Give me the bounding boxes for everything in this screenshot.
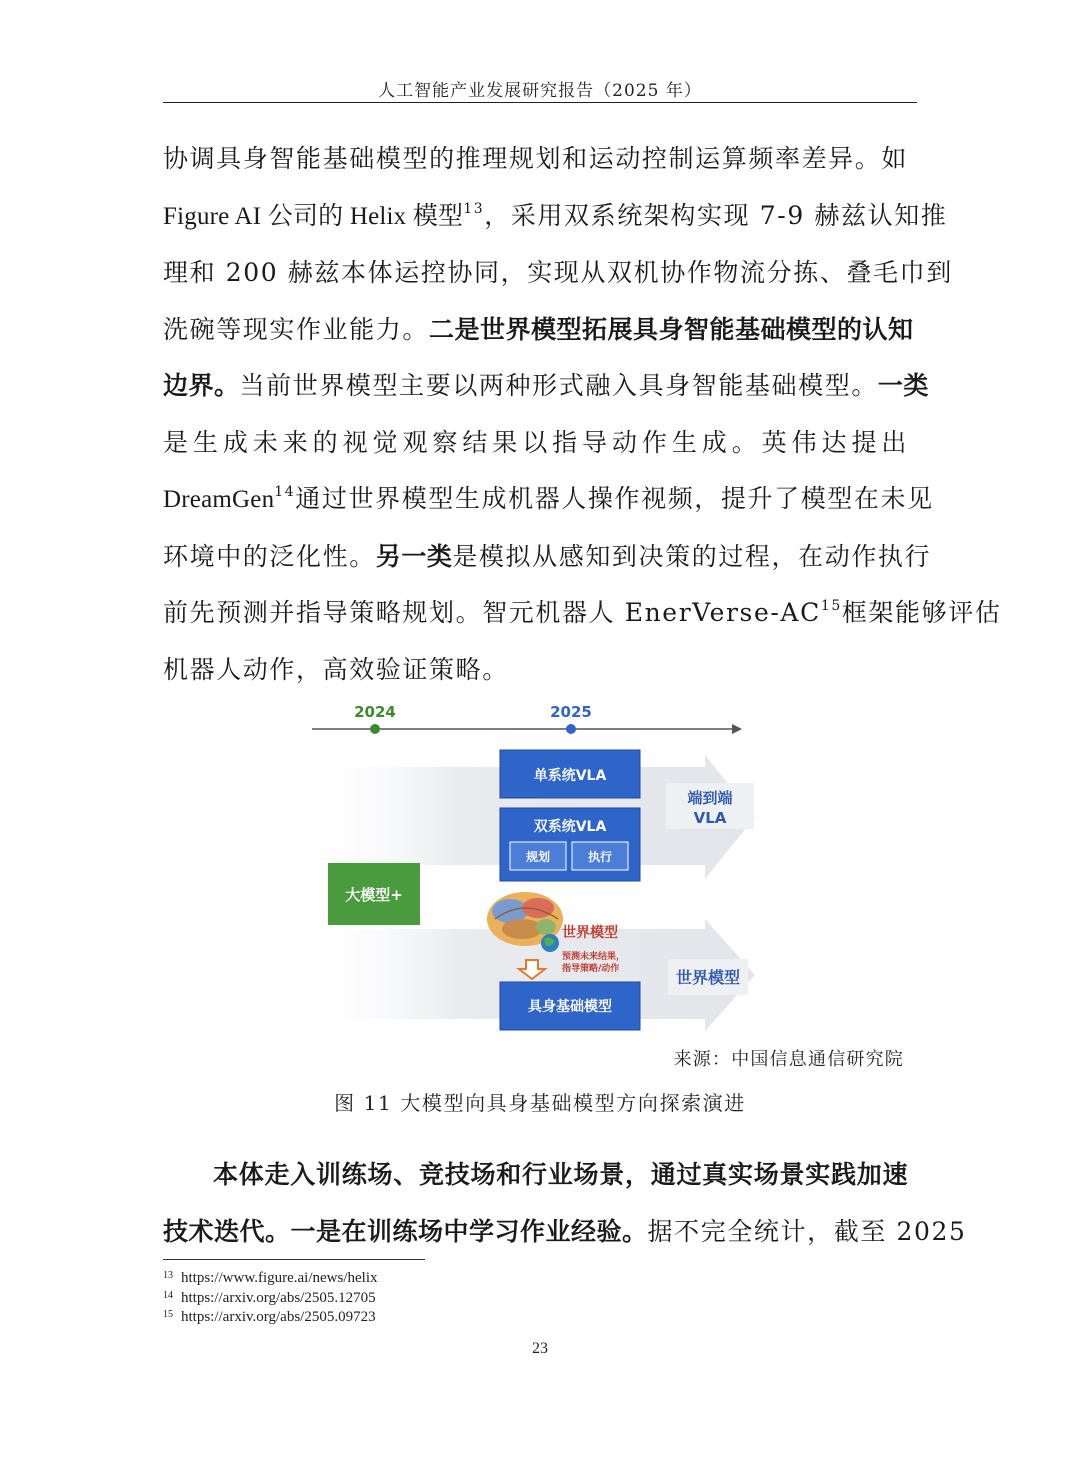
footnote-number: 15 — [163, 1309, 173, 1320]
plan-label: 规划 — [525, 850, 551, 864]
footnote-14 — [163, 1290, 378, 1310]
para1-line-8-rest: 是模拟从感知到决策的过程，在动作执行 — [452, 541, 932, 571]
helix-text: Figure AI 公司的 Helix 模型 — [163, 202, 464, 230]
world-model-arrow-label: 世界模型 — [675, 968, 741, 987]
para1-line-10: 机器人动作，高效验证策略。 — [163, 654, 509, 684]
footnote-number: 13 — [163, 1270, 173, 1281]
timeline-arrowhead — [732, 724, 742, 734]
big-model-label: 大模型+ — [345, 886, 403, 904]
page-number: 23 — [532, 1340, 548, 1357]
para1-line-7-rest: 通过世界模型生成机器人操作视频，提升了模型在未见 — [295, 484, 934, 513]
para1-line-2-rest: ，采用双系统架构实现 7-9 赫兹认知推 — [484, 200, 948, 230]
execute-label: 执行 — [587, 850, 613, 864]
footnote-link[interactable]: https://arxiv.org/abs/2505.12705 — [181, 1289, 376, 1306]
bold-heading-2: 二是世界模型拓展具身智能基础模型的认知 — [429, 314, 914, 344]
para1-line-8-start: 环境中的泛化性。 — [163, 541, 376, 571]
single-vla-label: 单系统VLA — [533, 768, 607, 784]
footnote-link[interactable]: https://www.figure.ai/news/helix — [181, 1270, 378, 1286]
dual-vla-label: 双系统VLA — [533, 819, 607, 835]
footnote-13 — [163, 1270, 378, 1290]
footnote-number: 14 — [163, 1289, 173, 1301]
footnote-rule — [163, 1259, 425, 1260]
e2e-label-line2: VLA — [693, 809, 727, 827]
para2-line-1: 本体走入训练场、竞技场和行业场景，通过真实场景实践加速 — [213, 1160, 908, 1189]
figure-caption: 图 11 大模型向具身基础模型方向探索演进 — [334, 1091, 746, 1115]
evolution-figure — [300, 697, 760, 1037]
world-model-title: 世界模型 — [562, 925, 618, 941]
bold-first-type: 一类 — [877, 371, 929, 400]
para1-line-8 — [163, 529, 932, 586]
footnote-ref-15: 15 — [820, 598, 842, 614]
dreamgen-text: DreamGen — [163, 486, 275, 513]
para1-line-5 — [163, 358, 929, 415]
para1-line-4 — [163, 302, 914, 359]
page-header: 人工智能产业发展研究报告（2025 年） — [378, 81, 702, 101]
para2-line-2 — [163, 1204, 967, 1261]
e2e-label-line1: 端到端 — [687, 789, 733, 807]
para1-line-6: 是生成未来的视觉观察结果以指导动作生成。英伟达提出 — [163, 427, 908, 457]
bold-heading-2-end: 边界。 — [163, 371, 240, 400]
embodied-model-label: 具身基础模型 — [528, 999, 612, 1015]
para1-line-2 — [163, 188, 948, 246]
footnote-ref-14: 14 — [274, 484, 296, 500]
timeline-dot-2025 — [566, 724, 576, 734]
globe-icon — [541, 934, 559, 952]
header-rule — [163, 102, 917, 103]
para1-line-7 — [163, 471, 934, 529]
paragraph-1 — [163, 131, 1002, 698]
bold-training-heading: 技术迭代。一是在训练场中学习作业经验。 — [163, 1216, 648, 1246]
para1-line-5-mid: 当前世界模型主要以两种形式融入具身智能基础模型。 — [239, 371, 878, 400]
figure-source: 来源：中国信息通信研究院 — [673, 1049, 904, 1070]
footnote-15 — [163, 1309, 378, 1329]
para1-line-9 — [163, 585, 1002, 642]
para1-line-9-start: 前先预测并指导策略规划。智元机器人 EnerVerse-AC — [163, 598, 821, 627]
para1-line-3: 理和 200 赫兹本体运控协同，实现从双机协作物流分拣、叠毛巾到 — [163, 258, 953, 287]
para2-line-2-rest: 据不完全统计，截至 2025 — [647, 1216, 967, 1246]
bold-second-type: 另一类 — [375, 541, 453, 571]
year-2024: 2024 — [354, 703, 396, 721]
footnote-ref-13: 13 — [463, 200, 485, 217]
footnote-link[interactable]: https://arxiv.org/abs/2505.09723 — [181, 1309, 376, 1325]
paragraph-2 — [163, 1147, 967, 1260]
para1-line-1: 协调具身智能基础模型的推理规划和运动控制运算频率差异。如 — [163, 144, 908, 173]
footnotes — [163, 1270, 378, 1329]
world-model-sub1: 预测未来结果， — [562, 952, 626, 962]
world-model-sub2: 指导策略/动作 — [562, 964, 620, 974]
para1-line-4-start: 洗碗等现实作业能力。 — [163, 314, 430, 344]
para1-line-9-rest: 框架能够评估 — [841, 598, 1002, 627]
year-2025: 2025 — [550, 703, 592, 721]
timeline-dot-2024 — [370, 724, 380, 734]
